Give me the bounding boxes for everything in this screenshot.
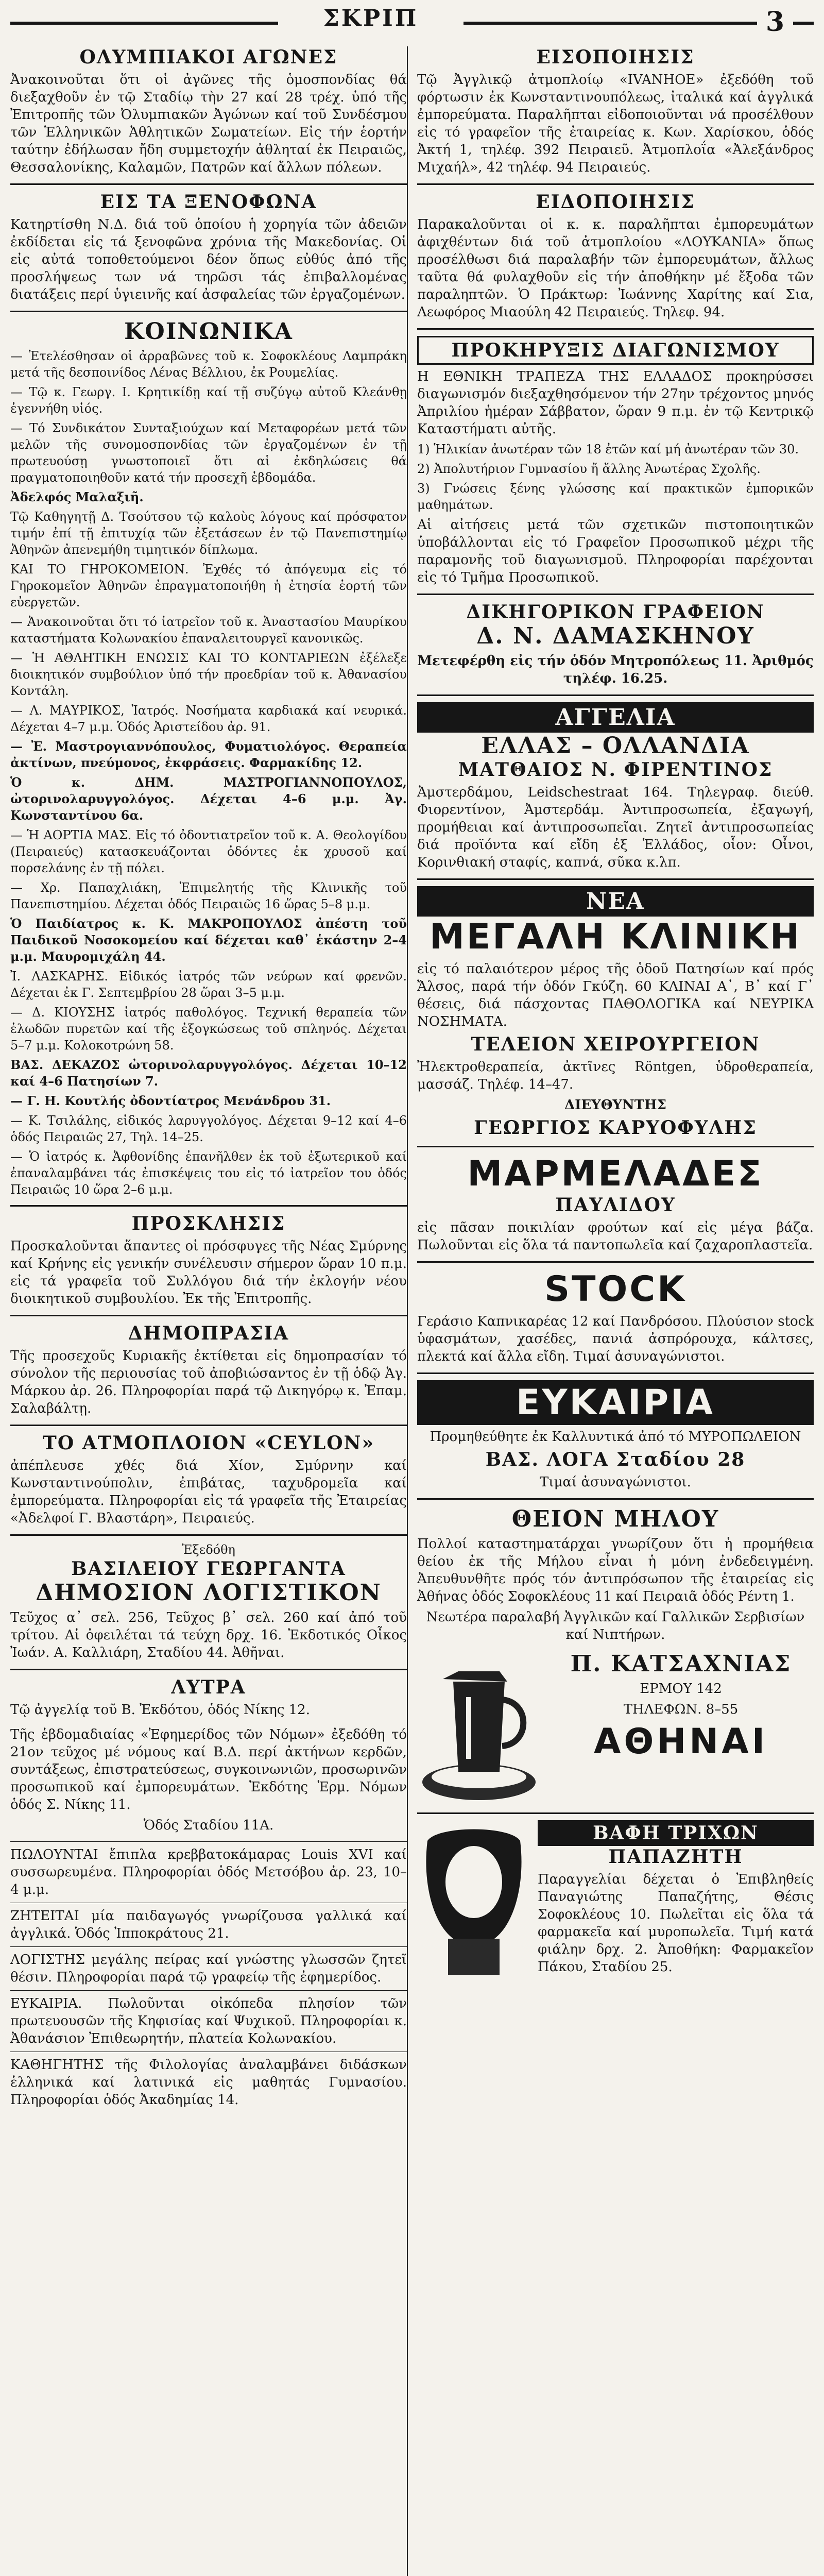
law-office-sub: Μετεφέρθη εἰς τήν ὁδόν Μητροπόλεως 11. Ἀριθμός τηλέφ. 16.25.	[417, 653, 814, 686]
social-item: — Τῷ κ. Γεωργ. Ι. Κρητικίδῃ καί τῇ συζύγῳ αὐτοῦ Κλεάνθῃ ἐγεννήθη υἱός.	[10, 385, 407, 416]
invitation-heading: ΠΡΟΣΚΛΗΣΙΣ	[131, 1213, 286, 1234]
hair-dye-ad	[417, 1820, 814, 1979]
pitcher-basin-illustration	[417, 1651, 541, 1805]
accounting-pre: Ἐξεδόθη	[182, 1543, 235, 1557]
pitcher-icon	[453, 1682, 505, 1772]
face-icon	[445, 1846, 502, 1918]
tender-intro: Η ΕΘΝΙΚΗ ΤΡΑΠΕΖΑ ΤΗΣ ΕΛΛΑΔΟΣ προκηρύσσει διαγωνισμόν διεξαχθησόμενον τήν 27ην τρέχοντος μηνός Ἀπριλίου ἡμέραν Σάββατον, ὥραν 9 π.μ. ἐν τῷ Κεντρικῷ Καταστήματι αὐτῆς.	[417, 369, 814, 437]
separator	[10, 1425, 407, 1426]
holland-ad	[417, 702, 814, 871]
separator	[417, 1261, 814, 1263]
accounting-title: ΔΗΜΟΣΙΟΝ ΛΟΓΙΣΤΙΚΟΝ	[36, 1580, 382, 1606]
separator	[10, 311, 407, 312]
notice-ivanhoe-body: Τῷ Ἀγγλικῷ ἀτμοπλοίῳ «IVANHOE» ἐξεδόθη τοῦ φόρτωσιν ἐκ Κωνσταντινουπόλεως, ἰταλικά καί ἀγγλικά ἐμπορεύματα. Παραλῆπται εἰδοποιοῦνται νά προσέλθουν εἰς τό γραφεῖον τῆς ἐταιρείας κ. Κων. Χαρίσκου, ὁδός Ἀκτή 1, τηλέφ. 392 Πειραιεῦ. Ἀτμοπλοΐα «Ἀλεξάνδρος Μιχαήλ», 42 τηλέφ. 94 Πειραιεύς.	[417, 72, 814, 175]
law-office-name: Δ. Ν. ΔΑΜΑΣΚΗΝΟΥ	[476, 623, 754, 649]
clinic-top: ΝΕΑ	[417, 886, 814, 917]
lytra-body: Τῷ ἀγγελίᾳ τοῦ Β. Ἐκδότου, ὁδός Νίκης 12.	[10, 1702, 310, 1718]
katsachnias-ad	[417, 1651, 814, 1805]
stock-body: Γεράσιο Καπνικαρέας 12 καί Πανδρόσου. Πλούσιον stock ὑφασμάτων, χασέδες, πανιά ἀσπρόρουχα, κάλτσες, πλεκτά καί ἄλλα εἴδη. Τιμαί ἀσυναγώνιστοι.	[417, 1314, 814, 1364]
tender-section	[417, 336, 814, 586]
social-item: — Ὁ ἰατρός κ. Ἀφθονίδης ἐπανῆλθεν ἐκ τοῦ ἐξωτερικοῦ καί ἐπαναλαμβάνει τάς ἐπισκέψεις του εἰς τό ἰατρεῖον του ὁδός Πειραιῶς 10 ὥρα 2–6 μ.μ.	[10, 1149, 407, 1197]
social-item: Ἀδελφός Μαλαξιῆ.	[10, 489, 144, 504]
masthead-title: ΣΚΡΙΠ	[278, 5, 464, 31]
opportunity-tail: Τιμαί ἀσυναγώνιστοι.	[540, 1475, 691, 1490]
ceylon-heading: ΤΟ ΑΤΜΟΠΛΟΙΟΝ «CEYLON»	[43, 1432, 374, 1454]
separator	[417, 594, 814, 595]
separator	[417, 694, 814, 696]
separator	[10, 1315, 407, 1316]
marmalade-ad	[417, 1154, 814, 1254]
classified-governess: ΖΗΤΕΙΤΑΙ μία παιδαγωγός γνωρίζουσα γαλλικά καί ἀγγλικά. Ὁδός Ἰπποκράτους 21.	[10, 1908, 407, 1941]
right-column	[417, 46, 814, 1986]
social-item: — Κ. Τσιλάλης, εἰδικός λαρυγγολόγος. Δέχεται 9–12 καί 4–6 ὁδός Πειραιῶς 27, Τηλ. 14–25.	[10, 1113, 407, 1144]
masthead	[10, 5, 814, 41]
laws-body: Τῆς ἑβδομαδιαίας «Ἐφημερίδος τῶν Νόμων» ἐξεδόθη τό 21ον τεῦχος μέ νόμους καί Β.Δ. περί ἀκτήνων κερδῶν, συντάξεως, ἐπιστρατεύσεως, συγκοινωνιῶν, προσωρινῶν προσωπικοῦ καί ἐμπορευμάτων. Ἐκδότης Ἐρμ. Νόμων ὁδός Σ. Νίκης 11.	[10, 1727, 407, 1812]
opportunity-name: ΒΑΣ. ΛΟΓΑ Σταδίου 28	[485, 1449, 746, 1470]
katsachnias-text	[548, 1651, 814, 1762]
lytra-section	[10, 1676, 407, 1719]
social-item: — Ἐ. Μαστρογιαννόπουλος, Φυματιολόγος. Θεραπεία ἀκτίνων, πνεύμονος, ἐκφράσεις. Φαρμακίδης 12.	[10, 739, 407, 770]
tender-list-item: 3) Γνώσεις ξένης γλώσσης καί πρακτικῶν ἐμπορικῶν μαθημάτων.	[417, 481, 814, 512]
hair-dye-heading-b: ΠΑΠΑΖΗΤΗ	[608, 1846, 743, 1868]
clinic-director: ΓΕΩΡΓΙΟΣ ΚΑΡΥΟΦΥΛΗΣ	[474, 1117, 757, 1139]
olympic-section	[10, 46, 407, 176]
katsachnias-layout	[417, 1651, 814, 1805]
clinic-dir: ΔΙΕΥΘΥΝΤΗΣ	[564, 1097, 666, 1113]
katsachnias-name: Π. ΚΑΤΣΑΧΝΙΑΣ	[570, 1651, 792, 1677]
holland-heading-a: ΑΓΓΕΛΙΑ	[417, 702, 814, 733]
holland-body: Ἀμστερδάμου, Leidschestraat 164. Τηλεγραφ. διεύθ. Φιορεντίνον, Ἀμστερδάμ. Ἀντιπροσωπεία, ἐξαγωγή, προμήθειαι καί ἀντιπροσωπεῖαι. Ζητεῖ ἀντιπροσωπείας διά προϊόντα καί εἴδη ἐξ Ἑλλάδος, οἷον: Οἶνοι, Κορινθιακή σταφίς, καπνά, σῦκα κ.λπ.	[417, 785, 814, 870]
hair-dye-text	[538, 1820, 814, 1979]
social-item: Ἰ. ΛΑΣΚΑΡΗΣ. Εἰδικός ἰατρός τῶν νεύρων καί φρενῶν. Δέχεται ἐκ Γ. Σεπτεμβρίου 28 ὥραι 3–5 μ.μ.	[10, 969, 407, 1000]
social-section	[10, 318, 407, 1198]
social-item: — Δ. ΚΙΟΥΣΗΣ ἰατρός παθολόγος. Τεχνική θεραπεία τῶν ἑλωδῶν πυρετῶν καί τῆς ἐξογκώσεως τοῦ σπληνός. Δέχεται 5–7 μ.μ. Κολοκοτρώνη 58.	[10, 1005, 407, 1053]
social-item: — Γ. Η. Κουτλής ὀδοντίατρος Μενάνδρου 31.	[10, 1093, 331, 1108]
auction-heading: ΔΗΜΟΠΡΑΣΙΑ	[128, 1323, 289, 1344]
notice-ivanhoe	[417, 46, 814, 176]
separator	[10, 1841, 407, 1842]
invitation-section	[10, 1213, 407, 1308]
notice-ivanhoe-heading: ΕΙΣΟΠΟΙΗΣΙΣ	[536, 46, 695, 68]
olympic-body: Ἀνακοινοῦται ὅτι οἱ ἀγῶνες τῆς ὁμοσπονδίας θά διεξαχθοῦν ἐν τῷ Σταδίῳ τὴν 27 καί 28 τρέχ. ὑπό τῆς Ἐπιτροπῆς τῶν Ὀλυμπιακῶν Ἀγώνων καί τοῦ Συνδέσμου τῶν Ἑλληνικῶν Ἀθλητικῶν Σωματείων. Εἰς τήν ἑορτήν ταύτην ἐδήλωσαν ἤδη συμμετοχήν ἀθληταί ἐκ Πειραιῶς, Θεσσαλονίκης, Καλαμῶν, Πατρῶν καί ἄλλων πόλεων.	[10, 72, 407, 175]
katsachnias-city: ΑΘΗΝΑΙ	[593, 1721, 768, 1762]
laws-section	[10, 1726, 407, 1834]
social-item: Ὁ κ. ΔΗΜ. ΜΑΣΤΡΟΓΙΑΝΝΟΠΟΥΛΟΣ, ὠτορινολαρυγγολόγος. Δέχεται 4–6 μ.μ. Ἀγ. Κωνσταντίνου 6α.	[10, 775, 407, 823]
separator	[10, 183, 407, 185]
hair-dye-heading-a: ΒΑΦΗ ΤΡΙΧΩΝ	[538, 1820, 814, 1846]
holland-heading-b: ΕΛΛΑΣ – ΟΛΛΑΝΔΙΑ	[481, 733, 750, 759]
marmalade-body: εἰς πᾶσαν ποικιλίαν φρούτων καί εἰς μέγα βάζα. Πωλοῦνται εἰς ὅλα τά παντοπωλεῖα καί ζαχαροπλαστεῖα.	[417, 1220, 814, 1253]
notice-lucania-heading: ΕΙΔΟΠΟΙΗΣΙΣ	[536, 191, 695, 213]
opportunity-heading: ΕΥΚΑΙΡΙΑ	[417, 1380, 814, 1425]
separator	[10, 1669, 407, 1670]
clinic-body: εἰς τό παλαιότερον μέρος τῆς ὁδοῦ Πατησίων καί πρός Ἄλσος, παρά τήν ὁδόν Γκύζη. 60 ΚΛΙΝΑΙ Α᾽, Β᾽ καί Γ᾽ θέσεις, διά πάσχοντας ΠΑΘΟΛΟΓΙΚΑ καί ΝΕΥΡΙΚΑ ΝΟΣΗΜΑΤΑ.	[417, 961, 814, 1029]
separator	[417, 1372, 814, 1374]
separator	[10, 1205, 407, 1207]
social-item: — Ἡ ΑΟΡΤΙΑ ΜΑΣ. Εἰς τό ὀδοντιατρεῖον τοῦ κ. Α. Θεολογίδου (Πειραιεύς) κατασκευάζονται ὀδόντες ἐκ χρυσοῦ καί πορσελάνης ἐν τῇ πόλει.	[10, 828, 407, 875]
lytra-heading: ΛΥΤΡΑ	[171, 1676, 246, 1698]
left-column	[10, 46, 408, 2576]
law-office-ad	[417, 601, 814, 687]
xenofona-body: Κατηρτίσθη Ν.Δ. διά τοῦ ὁποίου ἡ χορηγία τῶν ἀδειῶν ἐκδίδεται εἰς τά ξενοφῶνα χρόνια τῆς Μακεδονίας. Οἱ εἰς αὐτά τοποθετούμενοι δέον ὅπως εὐθύς ἀπό τῆς προσλήψεως των νά τηρῶσι τάς ἐπιβαλλομένας διατάξεις περί ὑγιεινῆς καί ἀσφαλείας τῶν ἐργαζομένων.	[10, 217, 407, 302]
tender-list-item: 1) Ἡλικίαν ἀνωτέραν τῶν 18 ἐτῶν καί μή ἀνωτέραν τῶν 30.	[417, 442, 799, 456]
milos-sulfur-heading: ΘΕΙΟΝ ΜΗΛΟΥ	[511, 1506, 719, 1532]
clinic-ad	[417, 886, 814, 1139]
notice-lucania	[417, 191, 814, 321]
opportunity-sub: Προμηθεύθητε ἐκ Καλλυντικά ἀπό τό ΜΥΡΟΠΩΛΕΙΟΝ	[430, 1429, 801, 1445]
stock-ad	[417, 1269, 814, 1365]
separator	[417, 878, 814, 880]
notice-lucania-body: Παρακαλοῦνται οἱ κ. κ. παραλῆπται ἐμπορευμάτων ἀφιχθέντων διά τοῦ ἀτμοπλοίου «ΛΟΥΚΑΝΙΑ» ὅπως προσέλθωσι διά παραλαβήν τῶν ἐμπορευμάτων, ἄλλως ταῦτα θά φυλαχθοῦν εἰς τήν ἀποθήκην μέ ἔξοδα τῶν παραληπτῶν. Ὁ Πράκτωρ: Ἰωάννης Χαρίτης καί Σια, Λεωφόρος Μιαούλη 42 Πειραιεύς. Τηλεφ. 94.	[417, 217, 814, 320]
law-office-heading: ΔΙΚΗΓΟΡΙΚΟΝ ΓΡΑΦΕΙΟΝ	[466, 601, 765, 623]
milos-sulfur-body: Πολλοί καταστηματάρχαι γνωρίζουν ὅτι ἡ προμήθεια θείου ἐκ τῆς Μήλου εἶναι ἡ μόνη ἐνδεδειγμένη. Ἀπευθυνθῆτε πρός τόν ἀντιπρόσωπον τῆς ἐταιρείας εἰς Ἀθήνας ὁδός Σοφοκλέους 11 καί Πειραιᾶ ὁδός Ρέντη 1.	[417, 1536, 814, 1604]
stock-heading: STOCK	[544, 1269, 686, 1310]
laws-footer: Ὁδός Σταδίου 11Α.	[143, 1818, 274, 1833]
separator	[417, 328, 814, 330]
social-item: ΚΑΙ ΤΟ ΓΗΡΟΚΟΜΕΙΟΝ. Ἐχθές τό ἀπόγευμα εἰς τό Γηροκομεῖον Ἀθηνῶν ἐπραγματοποιήθη ἡ ἐτησία ἑορτή τῶν εὐεργετῶν.	[10, 562, 407, 609]
milos-sulfur-tail: Νεωτέρα παραλαβή Ἀγγλικῶν καί Γαλλικῶν Σερβισίων καί Νιπτήρων.	[426, 1609, 805, 1642]
accounting-body: Τεῦχος α᾽ σελ. 256, Τεῦχος β᾽ σελ. 260 καί ἀπό τοῦ τρίτου. Αἱ ὀφειλέται τά τεύχη δρχ. 16. Ἐκδοτικός Οἶκος Ἰωάν. Α. Καλλιάρη, Σταδίου 44. Ἀθῆναι.	[10, 1610, 407, 1660]
social-item: Τῷ Καθηγητῇ Δ. Τσούτσου τῷ καλοὺς λόγους καί πρόσφατον τιμήν ἐπί τῇ ἐπιτυχίᾳ τῶν ἐξετάσεων ἐν τῷ Πανεπιστημίῳ Ἀθηνῶν ἀπενεμήθη τιμητικόν δίπλωμα.	[10, 510, 407, 557]
social-item: Ὁ Παιδίατρος κ. Κ. ΜΑΚΡΟΠΟΥΛΟΣ ἀπέστη τοῦ Παιδικοῦ Νοσοκομείου καί δέχεται καθ᾽ ἑκάστην 2–4 μ.μ. Μαυρομιχάλη 44.	[10, 916, 407, 964]
social-item: — Ἐτελέσθησαν οἱ ἀρραβῶνες τοῦ κ. Σοφοκλέους Λαμπράκη μετά τῆς δεσποινίδος Λένας Βέλλιου, ἐκ Ρουμελίας.	[10, 349, 407, 380]
katsachnias-tel: ΤΗΛΕΦΩΝ. 8–55	[623, 1702, 739, 1717]
clinic-surgery: ΤΕΛΕΙΟΝ ΧΕΙΡΟΥΡΓΕΙΟΝ	[471, 1033, 760, 1055]
ceylon-section	[10, 1432, 407, 1527]
separator	[417, 1146, 814, 1147]
xenofona-section	[10, 191, 407, 303]
social-item: — Τό Συνδικάτον Συνταξιούχων καί Μεταφορέων μετά τῶν μελῶν τῆς συνομοσπονδίας τῶν ἐργαζομένων ἐν τῇ πρωτευούσῃ γνωστοποιεῖ ὅτι αἱ ἐκδηλώσεις θά πραγματοποιηθοῦν κατά τήν προσεχῆ ἑβδομάδα.	[10, 421, 407, 485]
tender-list-item: 2) Ἀπολυτήριον Γυμνασίου ἤ ἄλλης Ἀνωτέρας Σχολῆς.	[417, 462, 761, 476]
page-number: 3	[757, 6, 793, 38]
separator	[417, 183, 814, 185]
clinic-heading: ΜΕΓΑΛΗ ΚΛΙΝΙΚΗ	[430, 917, 801, 957]
tender-outro: Αἱ αἰτήσεις μετά τῶν σχετικῶν πιστοποιητικῶν ὑποβάλλονται εἰς τό Γραφεῖον Προσωπικοῦ μέχρι τῆς παραμονῆς τοῦ διαγωνισμοῦ. Πληροφορίαι παρέχονται εἰς τό Τμῆμα Προσωπικοῦ.	[417, 517, 814, 585]
invitation-body: Προσκαλοῦνται ἅπαντες οἱ πρόσφυγες τῆς Νέας Σμύρνης καί Κρήνης εἰς γενικήν συνέλευσιν σήμερον ὥραν 10 π.μ. εἰς τά γραφεῖα τοῦ Συλλόγου διά τήν ἐκλογήν νέου διοικητικοῦ συμβουλίου. Ἐκ τῆς Ἐπιτροπῆς.	[10, 1239, 407, 1307]
hair-dye-body: Παραγγελίαι δέχεται ὁ Ἐπιβληθείς Παναγιώτης Παπαζήτης, Θέσις Σοφοκλέους 10. Πωλεῖται εἰς ὅλα τά φαρμακεῖα καί μυροπωλεῖα. Τιμή κατά φιάλην δρχ. 2. Ἀποθήκη: Φαρμακεῖον Πάκου, Σταδίου 25.	[538, 1872, 814, 1975]
social-heading: ΚΟΙΝΩΝΙΚΑ	[124, 318, 293, 345]
separator	[417, 1498, 814, 1500]
holland-heading-c: ΜΑΤΘΑΙΟΣ Ν. ΦΙΡΕΝΤΙΝΟΣ	[458, 759, 773, 781]
opportunity-ad	[417, 1380, 814, 1491]
hair-dye-layout	[417, 1820, 814, 1979]
woman-portrait-illustration	[417, 1820, 530, 1975]
clinic-sub2: Ἠλεκτροθεραπεία, ἀκτῖνες Röntgen, ὑδροθεραπεία, μασσάζ. Τηλέφ. 14–47.	[417, 1059, 814, 1092]
separator	[417, 1812, 814, 1814]
social-item: — Χρ. Παπαχλιάκη, Ἐπιμελητής τῆς Κλινικῆς τοῦ Πανεπιστημίου. Δέχεται ὁδός Πειραιῶς 16 ὥρας 5–8 μ.μ.	[10, 880, 407, 911]
milos-sulfur-ad	[417, 1506, 814, 1643]
accounting-book-section	[10, 1542, 407, 1662]
katsachnias-addr: ΕΡΜΟΥ 142	[640, 1681, 722, 1697]
social-item: — Λ. ΜΑΥΡΙΚΟΣ, Ἰατρός. Νοσήματα καρδιακά καί νευρικά. Δέχεται 4–7 μ.μ. Ὁδός Ἀριστείδου ἀρ. 91.	[10, 703, 407, 734]
marmalade-sub: ΠΑΥΛΙΔΟΥ	[555, 1194, 676, 1216]
tender-heading: ΠΡΟΚΗΡΥΞΙΣ ΔΙΑΓΩΝΙΣΜΟΥ	[417, 336, 814, 365]
social-item: — Ἡ ΑΘΛΗΤΙΚΗ ΕΝΩΣΙΣ ΚΑΙ ΤΟ ΚΟΝΤΑΡΙΕΩΝ ἐξέλεξε διοικητικόν συμβούλιον ὑπό τήν προεδρίαν τοῦ κ. Ἀθανασίου Κοντάλη.	[10, 651, 407, 698]
separator	[10, 1534, 407, 1536]
social-item: — Ἀνακοινοῦται ὅτι τό ἰατρεῖον τοῦ κ. Ἀναστασίου Μαυρίκου καταστήματα Κολωνακίου ἐπαναλειτουργεῖ κανονικῶς.	[10, 615, 407, 646]
classified-accountant: ΛΟΓΙΣΤΗΣ μεγάλης πείρας καί γνώστης γλωσσῶν ζητεῖ θέσιν. Πληροφορίαι παρά τῷ γραφείῳ τῆς ἐφημερίδος.	[10, 1952, 407, 1985]
olympic-heading: ΟΛΥΜΠΙΑΚΟΙ ΑΓΩΝΕΣ	[79, 46, 338, 68]
ceylon-body: ἀπέπλευσε χθές διά Χίον, Σμύρνην καί Κωνσταντινούπολιν, ἐπιβάτας, ταχυδρομεῖα καί ἐμπορεύματα. Πληροφορίαι εἰς τά γραφεῖα τῆς Ἐταιρείας «Ἀδελφοί Γ. Βλαστάρη», Πειραιεύς.	[10, 1458, 407, 1526]
auction-body: Τῆς προσεχοῦς Κυριακῆς ἐκτίθεται εἰς δημοπρασίαν τό σύνολον τῆς περιουσίας τοῦ ἀποβιώσαντος ἐν τῇ ὁδῷ Ἀγ. Μάρκου ἀρ. 26. Πληροφορίαι παρά τῷ Δικηγόρῳ κ. Ἐπαμ. Σαλαβάλτῃ.	[10, 1348, 407, 1416]
marmalade-heading: ΜΑΡΜΕΛΑΔΕΣ	[467, 1154, 764, 1194]
classified-tutor: ΚΑΘΗΓΗΤΗΣ τῆς Φιλολογίας ἀναλαμβάνει διδάσκων ἑλληνικά καί λατινικά εἰς μαθητάς Γυμνασίου. Πληροφορίαι ὁδός Ἀκαδημίας 14.	[10, 2057, 407, 2108]
social-item: ΒΑΣ. ΔΕΚΑΖΟΣ ὠτορινολαρυγγολόγος. Δέχεται 10–12 καί 4–6 Πατησίων 7.	[10, 1057, 407, 1089]
xenofona-heading: ΕΙΣ ΤΑ ΞΕΝΟΦΩΝΑ	[100, 191, 317, 213]
accounting-author: ΒΑΣΙΛΕΙΟΥ ΓΕΩΡΓΑΝΤΑ	[71, 1558, 346, 1580]
separator	[10, 1990, 407, 1991]
separator	[10, 1946, 407, 1947]
classified-furniture: ΠΩΛΟΥΝΤΑΙ ἔπιπλα κρεββατοκάμαρας Louis XVI καί συσσωρευμένα. Πληροφορίαι ὁδός Μετσόβου ἀρ. 23, 10–4 μ.μ.	[10, 1847, 407, 1897]
classified-land: ΕΥΚΑΙΡΙΑ. Πωλοῦνται οἰκόπεδα πλησίον τῶν πρωτευουσῶν τῆς Κηφισίας καί Ψυχικοῦ. Πληροφορίαι κ. Ἀθανάσιον Ἐπιθεωρητήν, πλατεία Κολωνακίου.	[10, 1996, 407, 2046]
auction-section	[10, 1323, 407, 1417]
